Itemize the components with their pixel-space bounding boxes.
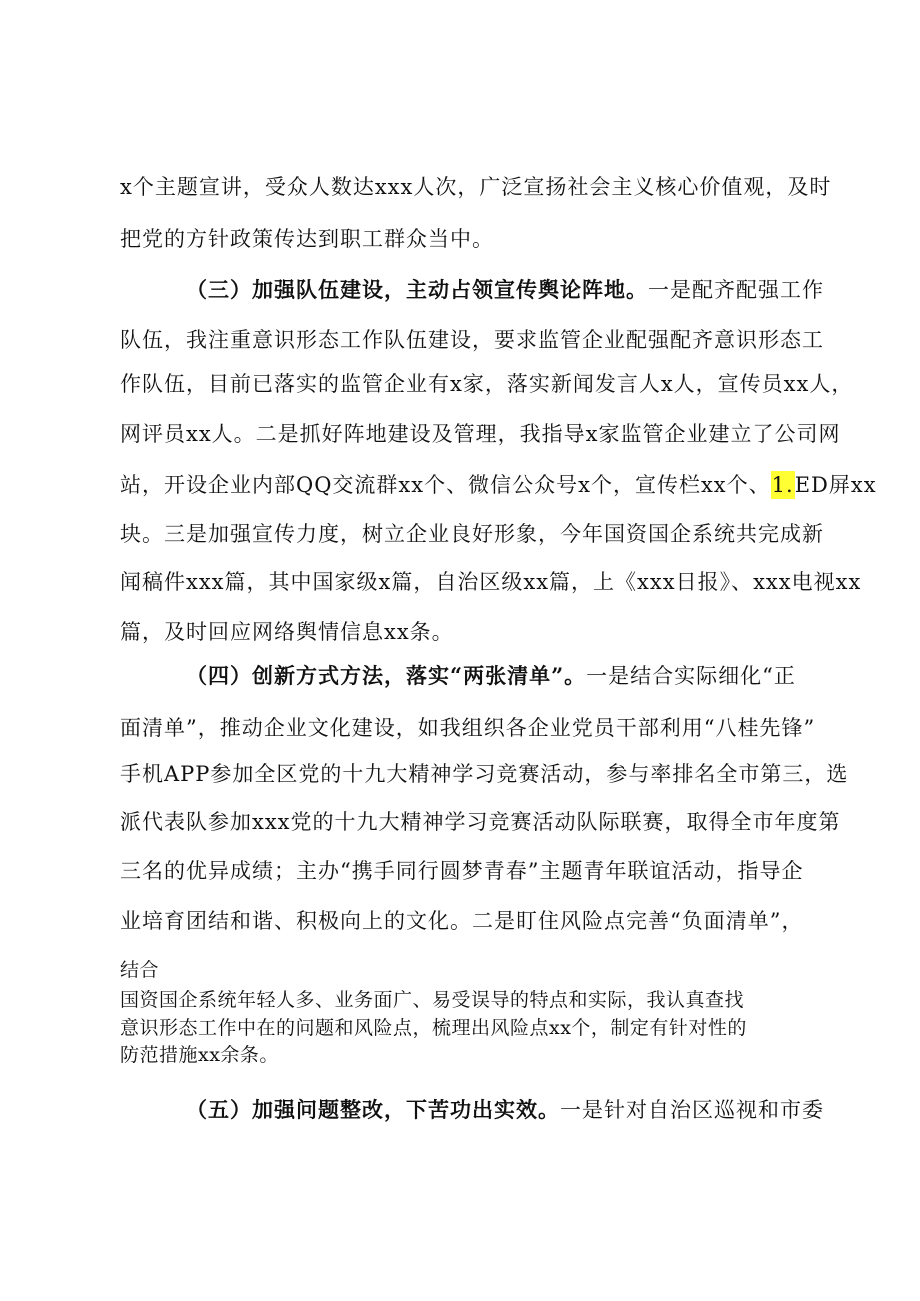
paragraph-2-line-7: 闻稿件xxx篇，其中国家级x篇，自治区级xx篇，上《xxx日报》、xxx电视xx: [120, 570, 862, 594]
section-heading-5: （五）加强问题整改，下苦功出实效。: [186, 1097, 560, 1122]
section-heading-3: （三）加强队伍建设，主动占领宣传舆论阵地。: [186, 277, 648, 302]
paragraph-1-line-2: 把党的方针政策传达到职工群众当中。: [120, 227, 494, 251]
paragraph-3-line-2: 面清单”，推动企业文化建设，如我组织各企业党员干部利用“八桂先锋”: [120, 716, 816, 740]
paragraph-2-line-6: 块。三是加强宣传力度，树立企业良好形象，今年国资国企系统共完成新: [120, 522, 824, 546]
paragraph-3-line-1-text: 一是结合实际细化“正: [586, 664, 796, 688]
paragraph-2-line-4: 网评员xx人。二是抓好阵地建设及管理，我指导x家监管企业建立了公司网: [120, 422, 841, 446]
paragraph-1-line-1: x个主题宣讲，受众人数达xxx人次，广泛宣扬社会主义核心价值观，及时: [120, 175, 832, 199]
paragraph-2-line-3: 作队伍，目前已落实的监管企业有x家，落实新闻发言人x人，宣传员xx人，: [120, 372, 854, 396]
paragraph-2-line-2: 队伍，我注重意识形态工作队伍建设，要求监管企业配强配齐意识形态工: [120, 328, 824, 352]
paragraph-3-line-9: 意识形态工作中在的问题和风险点，梳理出风险点xx个，制定有针对性的: [120, 1017, 747, 1039]
paragraph-4-line-1: [186, 1096, 824, 1124]
paragraph-3-line-1: [186, 662, 796, 690]
paragraph-3-line-7: 结合: [120, 959, 160, 981]
paragraph-4-line-1-text: 一是针对自治区巡视和市委: [560, 1098, 824, 1122]
highlighted-text: 1.: [771, 473, 794, 497]
paragraph-2-line-8: 篇，及时回应网络舆情信息xx条。: [120, 620, 454, 644]
section-heading-4: （四）创新方式方法，落实“两张清单”。: [186, 663, 587, 688]
paragraph-3-line-4: 派代表队参加xxx党的十九大精神学习竞赛活动队际联赛，取得全市年度第: [120, 810, 841, 834]
paragraph-3-line-8: 国资国企系统年轻人多、业务面广、易受误导的特点和实际，我认真查找: [120, 989, 745, 1011]
paragraph-2-line-1: [186, 276, 824, 304]
paragraph-2-line-5-tail: ED屏xx: [794, 473, 877, 497]
paragraph-2-line-5-text: 站，开设企业内部QQ交流群xx个、微信公众号x个，宣传栏xx个、: [120, 473, 771, 497]
paragraph-3-line-6: 业培育团结和谐、积极向上的文化。二是盯住风险点完善“负面清单”，: [120, 909, 804, 933]
paragraph-2-line-1-text: 一是配齐配强工作: [648, 278, 824, 302]
paragraph-2-line-5: [120, 471, 877, 499]
paragraph-3-line-5: 三名的优异成绩；主办“携手同行圆梦青春”主题青年联谊活动，指导企: [120, 859, 804, 883]
paragraph-3-line-3: 手机APP参加全区党的十九大精神学习竞赛活动，参与率排名全市第三，选: [120, 762, 849, 786]
paragraph-3-line-10: 防范措施xx余条。: [120, 1044, 279, 1066]
